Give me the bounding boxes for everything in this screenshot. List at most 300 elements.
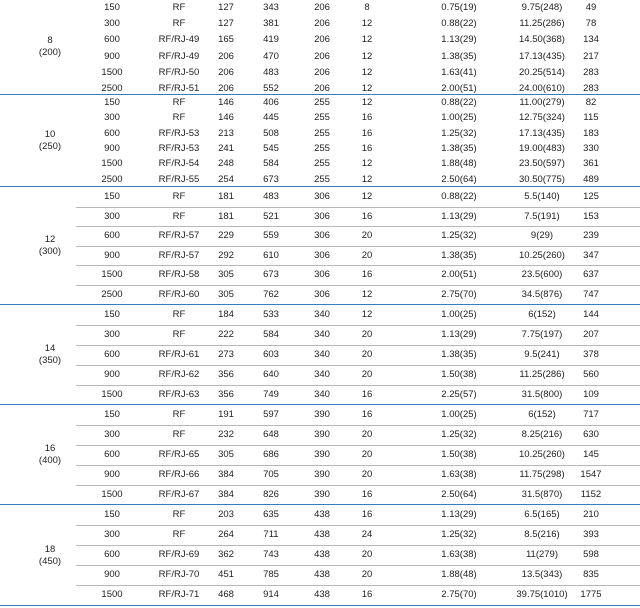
table-cell: 8.5(216) [524, 529, 560, 540]
table-row [76, 0, 640, 16]
table-cell: 552 [263, 83, 279, 94]
table-cell: 0.88(22) [441, 191, 477, 202]
table-cell: 153 [583, 210, 599, 222]
table-cell: 390 [314, 469, 330, 480]
table-cell: 23.50(597) [519, 158, 565, 170]
table-cell: 12 [361, 50, 373, 62]
table-cell: 1.25(32) [441, 529, 477, 540]
table-cell: 521 [263, 210, 279, 222]
table-row [76, 285, 640, 305]
table-cell: RF [172, 509, 186, 520]
table-row [76, 172, 640, 187]
table-cell: 1.38(35) [441, 50, 477, 62]
table-cell: 340 [314, 389, 330, 400]
table-cell: 747 [583, 289, 599, 300]
table-cell: 13.5(343) [521, 569, 563, 580]
table-cell: 305 [218, 269, 234, 281]
table-cell: RF/RJ-69 [158, 549, 200, 560]
table-cell: 12 [361, 158, 373, 170]
table-cell: 686 [263, 449, 279, 460]
table-cell: RF [172, 2, 186, 13]
table-row [76, 525, 640, 546]
table-cell: 206 [218, 83, 234, 94]
table-cell: 300 [104, 18, 120, 30]
table-cell: 445 [263, 112, 279, 124]
table-cell: 0.88(22) [441, 97, 477, 108]
table-cell: 826 [263, 489, 279, 500]
table-cell: 24 [361, 529, 373, 540]
table-cell: 900 [104, 469, 120, 480]
table-cell: 12 [361, 289, 373, 300]
table-cell: 1.00(25) [441, 409, 477, 420]
table-cell: 6.5(165) [524, 509, 560, 520]
table-cell: 16 [361, 489, 373, 500]
nominal-size-dn: (450) [38, 555, 62, 567]
table-cell: 9(29) [530, 230, 554, 242]
table-cell: 2500 [101, 83, 123, 94]
table-cell: 900 [104, 142, 120, 154]
table-cell: 600 [104, 230, 120, 242]
table-cell: RF [172, 329, 186, 340]
table-cell: 20 [361, 469, 373, 480]
table-row [76, 156, 640, 171]
table-cell: 0.88(22) [441, 18, 477, 30]
table-cell: 390 [314, 429, 330, 440]
table-cell: 300 [104, 429, 120, 440]
table-cell: 762 [263, 289, 279, 300]
table-cell: 20 [361, 230, 373, 242]
table-cell: 16 [361, 210, 373, 222]
table-cell: 483 [263, 191, 279, 202]
table-row [76, 65, 640, 81]
table-cell: 1.25(32) [441, 127, 477, 139]
table-cell: 181 [218, 210, 234, 222]
table-row [76, 405, 640, 426]
table-cell: 232 [218, 429, 234, 440]
nominal-size-inch: 16 [44, 443, 56, 454]
table-cell: 545 [263, 142, 279, 154]
table-cell: 20 [361, 569, 373, 580]
table-row [76, 545, 640, 566]
table-cell: 273 [218, 349, 234, 360]
table-cell: 254 [218, 173, 234, 185]
table-cell: 6(152) [528, 409, 556, 420]
table-cell: 12 [361, 18, 373, 30]
table-cell: 1.63(38) [441, 469, 477, 480]
table-cell: 1.63(38) [441, 549, 477, 560]
table-cell: 717 [583, 409, 599, 420]
table-cell: 1.25(32) [441, 230, 477, 242]
table-cell: 600 [104, 449, 120, 460]
table-cell: 210 [583, 509, 599, 520]
table-cell: 390 [314, 489, 330, 500]
nominal-size-dn: (300) [38, 246, 62, 257]
table-cell: 1.25(32) [441, 429, 477, 440]
table-row [76, 465, 640, 486]
table-cell: 146 [218, 112, 234, 124]
table-cell: 914 [263, 589, 279, 600]
table-cell: 600 [104, 127, 120, 139]
table-cell: 1.38(35) [441, 249, 477, 261]
table-cell: 34.5(876) [521, 289, 563, 300]
table-cell: 264 [218, 529, 234, 540]
table-cell: RF/RJ-50 [158, 66, 200, 78]
table-cell: RF/RJ-70 [158, 569, 200, 580]
table-cell: RF [172, 18, 186, 30]
table-cell: 560 [583, 369, 599, 380]
table-cell: 1.38(35) [441, 142, 477, 154]
table-row [76, 385, 640, 405]
table-row [76, 265, 640, 286]
table-cell: 82 [585, 97, 597, 108]
table-cell: 347 [583, 249, 599, 261]
table-cell: 2.00(51) [441, 83, 477, 94]
table-cell: 241 [218, 142, 234, 154]
table-cell: 900 [104, 50, 120, 62]
table-cell: 330 [583, 142, 599, 154]
table-cell: RF [172, 409, 186, 420]
table-cell: RF/RJ-61 [158, 349, 200, 360]
table-row [76, 425, 640, 446]
table-cell: 10.25(260) [519, 249, 565, 261]
table-cell: 1500 [101, 66, 123, 78]
table-row [76, 305, 640, 326]
table-cell: 16 [361, 269, 373, 281]
table-cell: 12.75(324) [519, 112, 565, 124]
table-cell: 1500 [101, 389, 123, 400]
table-row [76, 445, 640, 466]
table-cell: 900 [104, 249, 120, 261]
table-cell: 16 [361, 509, 373, 520]
nominal-size-dn: (200) [38, 46, 62, 58]
table-cell: 20 [361, 429, 373, 440]
table-cell: 17.13(435) [519, 50, 565, 62]
table-cell: 1547 [580, 469, 602, 480]
table-cell: 206 [314, 50, 330, 62]
table-cell: 12 [361, 309, 373, 320]
table-cell: 361 [583, 158, 599, 170]
table-cell: 8 [364, 2, 370, 13]
table-row [76, 505, 640, 526]
table-cell: 600 [104, 34, 120, 46]
table-cell: 470 [263, 50, 279, 62]
table-cell: 340 [314, 329, 330, 340]
table-cell: 12 [361, 83, 373, 94]
table-cell: 2.75(70) [441, 289, 477, 300]
table-row [76, 49, 640, 65]
table-cell: 673 [263, 269, 279, 281]
table-cell: 7.75(197) [521, 329, 563, 340]
nominal-size-dn: (350) [38, 355, 62, 366]
table-cell: 2.25(57) [441, 389, 477, 400]
table-cell: 31.5(870) [521, 489, 563, 500]
table-cell: 165 [218, 34, 234, 46]
table-cell: 206 [218, 50, 234, 62]
table-cell: 438 [314, 529, 330, 540]
table-cell: 283 [583, 83, 599, 94]
table-cell: RF/RJ-58 [158, 269, 200, 281]
table-cell: RF/RJ-49 [158, 50, 200, 62]
table-cell: 384 [218, 489, 234, 500]
table-cell: 206 [314, 2, 330, 13]
table-cell: 14.50(368) [519, 34, 565, 46]
table-cell: 2.50(64) [441, 173, 477, 185]
table-cell: RF/RJ-63 [158, 389, 200, 400]
size-group [0, 95, 640, 187]
table-row [76, 485, 640, 505]
table-cell: 1152 [580, 489, 602, 500]
table-cell: 183 [583, 127, 599, 139]
table-cell: 1.13(29) [441, 329, 477, 340]
table-cell: 600 [104, 349, 120, 360]
table-cell: 239 [583, 230, 599, 242]
table-cell: RF/RJ-53 [158, 127, 200, 139]
table-cell: 610 [263, 249, 279, 261]
table-cell: 584 [263, 329, 279, 340]
table-cell: 393 [583, 529, 599, 540]
table-cell: 1.88(48) [441, 569, 477, 580]
table-cell: 20 [361, 249, 373, 261]
table-cell: 12 [361, 173, 373, 185]
table-cell: 255 [314, 142, 330, 154]
table-cell: 9.5(241) [524, 349, 560, 360]
table-cell: 30.50(775) [519, 173, 565, 185]
table-cell: 115 [583, 112, 599, 124]
table-cell: 20.25(514) [519, 66, 565, 78]
table-cell: 603 [263, 349, 279, 360]
table-cell: 127 [218, 2, 234, 13]
table-cell: 11.00(279) [519, 97, 565, 108]
table-cell: 438 [314, 509, 330, 520]
table-cell: 305 [218, 449, 234, 460]
table-cell: 785 [263, 569, 279, 580]
table-cell: 305 [218, 289, 234, 300]
table-cell: 206 [314, 66, 330, 78]
table-cell: RF [172, 429, 186, 440]
table-cell: 217 [583, 50, 599, 62]
table-cell: RF/RJ-57 [158, 249, 200, 261]
table-cell: 292 [218, 249, 234, 261]
table-cell: 584 [263, 158, 279, 170]
table-cell: 146 [218, 97, 234, 108]
table-cell: 5.5(140) [524, 191, 560, 202]
table-cell: 16 [361, 127, 373, 139]
table-cell: 637 [583, 269, 599, 281]
table-cell: 378 [583, 349, 599, 360]
table-cell: 356 [218, 389, 234, 400]
table-cell: 255 [314, 127, 330, 139]
table-cell: 109 [583, 389, 599, 400]
table-row [76, 126, 640, 141]
nominal-size-inch: 14 [44, 343, 56, 354]
table-cell: 640 [263, 369, 279, 380]
table-cell: 2.00(51) [441, 269, 477, 281]
table-cell: RF/RJ-54 [158, 158, 200, 170]
nominal-size-inch: 12 [44, 234, 56, 245]
size-group [0, 305, 640, 405]
table-cell: 213 [218, 127, 234, 139]
table-cell: 206 [314, 18, 330, 30]
table-cell: 390 [314, 449, 330, 460]
table-cell: 39.75(1010) [516, 589, 568, 600]
table-cell: 451 [218, 569, 234, 580]
table-cell: 181 [218, 191, 234, 202]
table-cell: 835 [583, 569, 599, 580]
table-cell: 134 [583, 34, 599, 46]
nominal-size-dn: (250) [38, 141, 62, 152]
table-cell: RF/RJ-66 [158, 469, 200, 480]
table-cell: 1500 [101, 269, 123, 281]
table-row [76, 16, 640, 32]
table-cell: 306 [314, 230, 330, 242]
table-cell: RF/RJ-62 [158, 369, 200, 380]
table-cell: 144 [583, 309, 599, 320]
table-row [76, 325, 640, 346]
table-cell: 300 [104, 210, 120, 222]
table-cell: 229 [218, 230, 234, 242]
table-cell: 7.5(191) [524, 210, 560, 222]
table-cell: 11(279) [525, 549, 559, 560]
size-group [0, 505, 640, 606]
table-cell: 483 [263, 66, 279, 78]
table-cell: RF/RJ-67 [158, 489, 200, 500]
table-cell: 1.00(25) [441, 112, 477, 124]
table-cell: 743 [263, 549, 279, 560]
table-cell: 150 [104, 309, 120, 320]
table-cell: 31.5(800) [521, 389, 563, 400]
table-cell: 1500 [101, 158, 123, 170]
table-cell: 705 [263, 469, 279, 480]
table-cell: 20 [361, 549, 373, 560]
table-cell: 125 [583, 191, 599, 202]
table-cell: RF/RJ-60 [158, 289, 200, 300]
table-cell: 23.5(600) [521, 269, 563, 281]
table-cell: 1.00(25) [441, 309, 477, 320]
table-cell: 49 [585, 2, 597, 13]
table-cell: 9.75(248) [521, 2, 563, 13]
table-cell: 12 [361, 97, 373, 108]
table-cell: 1.13(29) [441, 509, 477, 520]
table-cell: 2500 [101, 173, 123, 185]
table-cell: 306 [314, 269, 330, 281]
table-cell: RF/RJ-55 [158, 173, 200, 185]
table-cell: 1.38(35) [441, 349, 477, 360]
table-cell: 12 [361, 191, 373, 202]
table-cell: RF [172, 210, 186, 222]
table-cell: 78 [585, 18, 597, 30]
table-cell: 20 [361, 349, 373, 360]
table-cell: 508 [263, 127, 279, 139]
table-cell: 8.25(216) [521, 429, 563, 440]
table-cell: 20 [361, 449, 373, 460]
table-cell: 255 [314, 173, 330, 185]
table-cell: 362 [218, 549, 234, 560]
nominal-size-dn: (400) [38, 455, 62, 466]
table-row [76, 246, 640, 267]
table-cell: 1.13(29) [441, 34, 477, 46]
table-cell: 150 [104, 191, 120, 202]
table-cell: 306 [314, 191, 330, 202]
table-cell: 406 [263, 97, 279, 108]
table-cell: 222 [218, 329, 234, 340]
table-cell: 419 [263, 34, 279, 46]
table-cell: RF [172, 191, 186, 202]
table-cell: 10.25(260) [519, 449, 565, 460]
table-cell: 900 [104, 569, 120, 580]
table-cell: 381 [263, 18, 279, 30]
table-cell: 300 [104, 329, 120, 340]
table-row [76, 187, 640, 208]
table-cell: RF/RJ-57 [158, 230, 200, 242]
table-cell: 390 [314, 409, 330, 420]
nominal-size-inch: 8 [47, 34, 53, 46]
nominal-size-inch: 10 [44, 129, 56, 140]
table-cell: 11.75(298) [519, 469, 565, 480]
table-cell: RF/RJ-49 [158, 34, 200, 46]
nominal-size-inch: 18 [44, 543, 56, 555]
table-row [76, 365, 640, 386]
size-group [0, 187, 640, 305]
table-cell: 127 [218, 18, 234, 30]
table-cell: 20 [361, 329, 373, 340]
table-cell: 255 [314, 97, 330, 108]
table-cell: RF [172, 97, 186, 108]
table-row [76, 32, 640, 48]
table-cell: 2500 [101, 289, 123, 300]
table-cell: 300 [104, 529, 120, 540]
table-cell: 2.50(64) [441, 489, 477, 500]
table-cell: 648 [263, 429, 279, 440]
table-cell: 17.13(435) [519, 127, 565, 139]
table-cell: 203 [218, 509, 234, 520]
table-cell: 340 [314, 369, 330, 380]
table-cell: 438 [314, 569, 330, 580]
table-row [76, 226, 640, 247]
table-row [76, 95, 640, 110]
table-cell: 206 [314, 34, 330, 46]
table-row [76, 345, 640, 366]
table-cell: 1500 [101, 489, 123, 500]
table-cell: 2.75(70) [441, 589, 477, 600]
table-cell: 306 [314, 249, 330, 261]
table-cell: 150 [104, 2, 120, 13]
table-cell: 16 [361, 142, 373, 154]
table-cell: 20 [361, 369, 373, 380]
table-cell: 206 [314, 83, 330, 94]
table-cell: RF [172, 529, 186, 540]
table-row [76, 207, 640, 228]
table-cell: 306 [314, 289, 330, 300]
table-cell: 184 [218, 309, 234, 320]
table-cell: 749 [263, 389, 279, 400]
table-cell: 340 [314, 349, 330, 360]
table-cell: 533 [263, 309, 279, 320]
table-cell: 191 [218, 409, 234, 420]
table-row [76, 141, 640, 156]
table-cell: 1500 [101, 589, 123, 600]
table-cell: 630 [583, 429, 599, 440]
table-cell: 1.50(38) [441, 369, 477, 380]
table-cell: RF [172, 309, 186, 320]
table-cell: 300 [104, 112, 120, 124]
table-cell: 559 [263, 230, 279, 242]
size-group [0, 0, 640, 95]
table-cell: 11.25(286) [519, 369, 565, 380]
table-cell: 24.00(610) [519, 83, 565, 94]
table-cell: 16 [361, 409, 373, 420]
table-row [76, 110, 640, 125]
table-cell: 150 [104, 97, 120, 108]
